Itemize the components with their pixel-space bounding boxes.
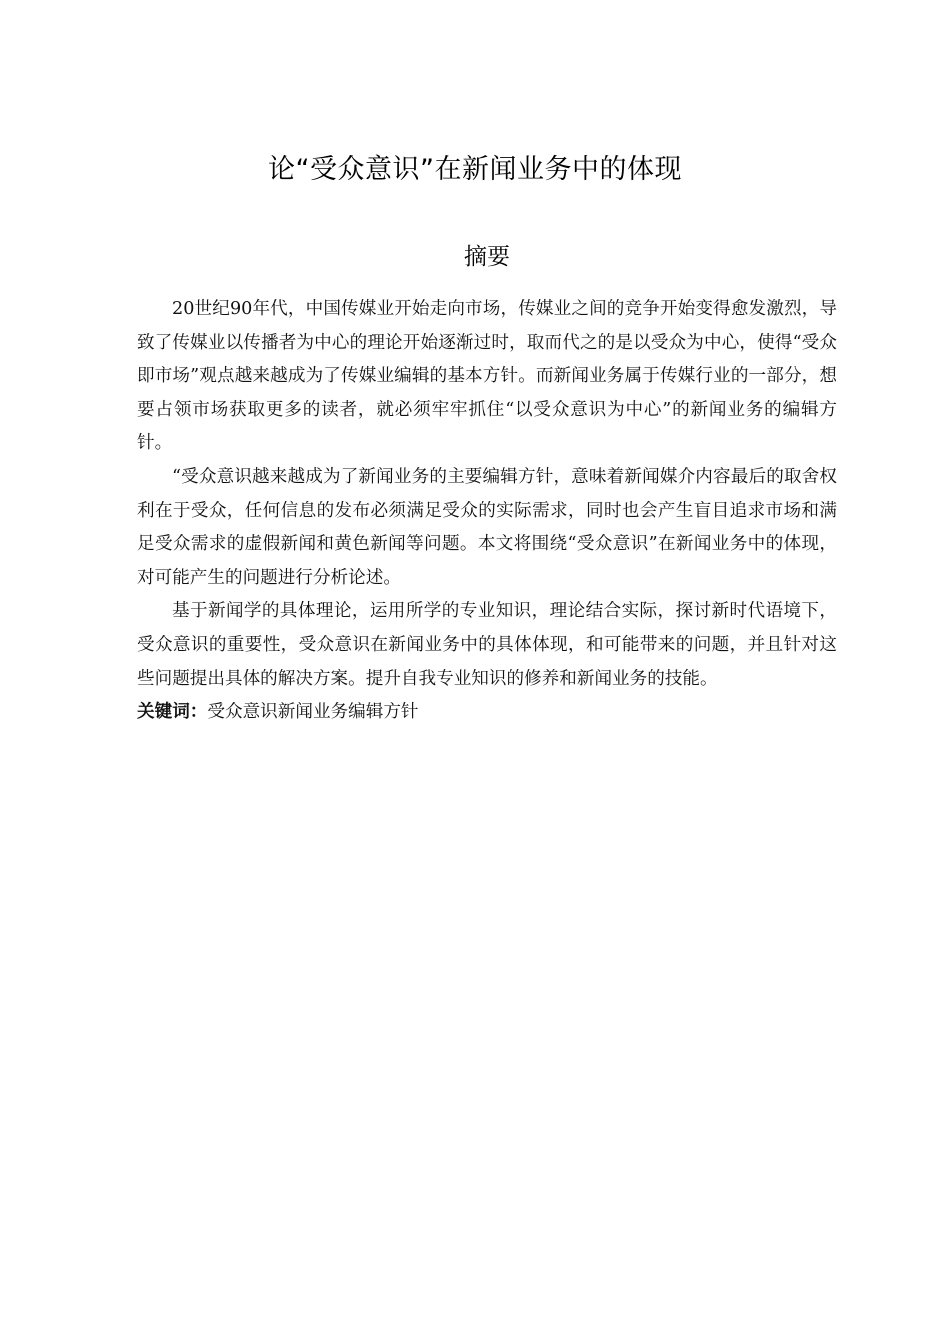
abstract-paragraph-3: 基于新闻学的具体理论，运用所学的专业知识，理论结合实际，探讨新时代语境下，受众意识的重要性，受众意识在新闻业务中的具体体现，和可能带来的问题，并且针对这些问题提出具体的解决方案。提升自我专业知识的修养和新闻业务的技能。 [137, 601, 837, 689]
keywords-label: 关键词： [137, 702, 208, 723]
abstract-paragraph-1: 20世纪90年代，中国传媒业开始走向市场，传媒业之间的竞争开始变得愈发激烈，导致了传媒业以传播者为中心的理论开始逐渐过时，取而代之的是以受众为中心，使得“受众即市场”观点越来越成为了传媒业编辑的基本方针。而新闻业务属于传媒行业的一部分，想要占领市场获取更多的读者，就必须牢牢抓住“以受众意识为中心”的新闻业务的编辑方针。 [137, 299, 837, 454]
abstract-heading: 摘要 [464, 244, 510, 270]
abstract-paragraph-2: “受众意识越来越成为了新闻业务的主要编辑方针，意味着新闻媒介内容最后的取舍权利在于受众，任何信息的发布必须满足受众的实际需求，同时也会产生盲目追求市场和满足受众需求的虚假新闻和黄色新闻等问题。本文将围绕“受众意识”在新闻业务中的体现，对可能产生的问题进行分析论述。 [137, 466, 837, 588]
abstract-body [137, 293, 837, 730]
keywords-line [137, 696, 837, 730]
page-title: 论“受众意识”在新闻业务中的体现 [268, 154, 682, 185]
keywords-value: 受众意识新闻业务编辑方针 [207, 702, 419, 723]
